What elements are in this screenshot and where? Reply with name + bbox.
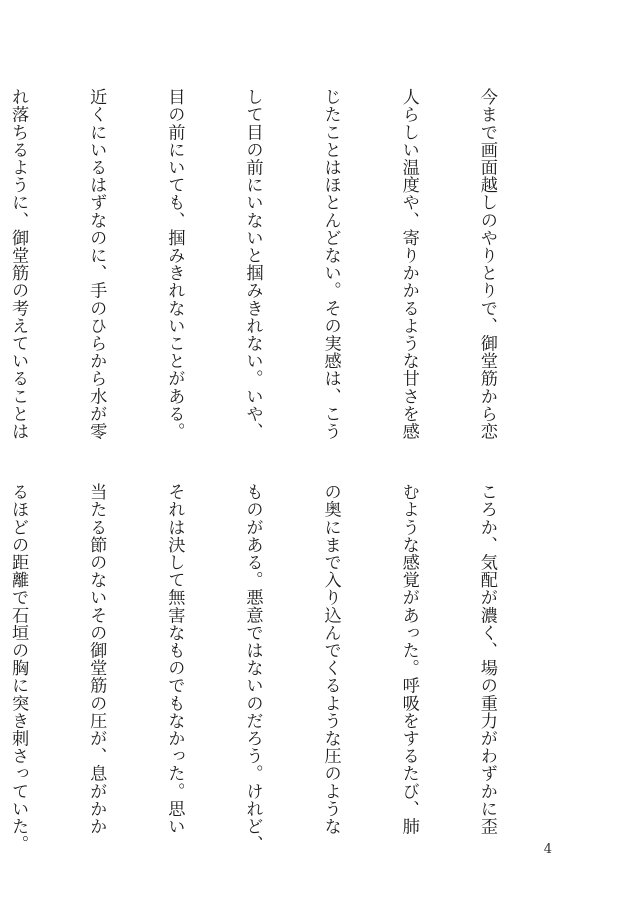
- text-line: るほどの距離で石垣の胸に突き刺さっていた。: [8, 483, 29, 853]
- upper-text-block: [8, 88, 552, 440]
- text-line: して目の前にいないと掴みきれない。いや、: [242, 88, 263, 440]
- text-line: 当たる節のないその御堂筋の圧が、息がかか: [86, 483, 107, 835]
- text-line: じたことはほとんどない。その実感は、こう: [320, 88, 341, 440]
- page-number: 4: [543, 842, 552, 857]
- text-line: ものがある。悪意ではないのだろう。けれど、: [242, 483, 263, 853]
- text-line: 今まで画面越しのやりとりで、御堂筋から恋: [476, 88, 497, 440]
- text-line: それは決して無害なものでもなかった。思い: [164, 483, 185, 835]
- text-line: の奥にまで入り込んでくるような圧のような: [320, 483, 341, 835]
- text-line: 目の前にいても、掴みきれないことがある。: [164, 88, 185, 440]
- text-line: ころか、気配が濃く、場の重力がわずかに歪: [476, 483, 497, 835]
- lower-text-block: [8, 483, 552, 853]
- text-line: 近くにいるはずなのに、手のひらから水が零: [86, 88, 107, 440]
- text-line: むような感覚があった。呼吸をするたび、肺: [398, 483, 419, 835]
- text-line: れ落ちるように、御堂筋の考えていることは: [8, 88, 29, 440]
- text-line: 人らしい温度や、寄りかかるような甘さを感: [398, 88, 419, 440]
